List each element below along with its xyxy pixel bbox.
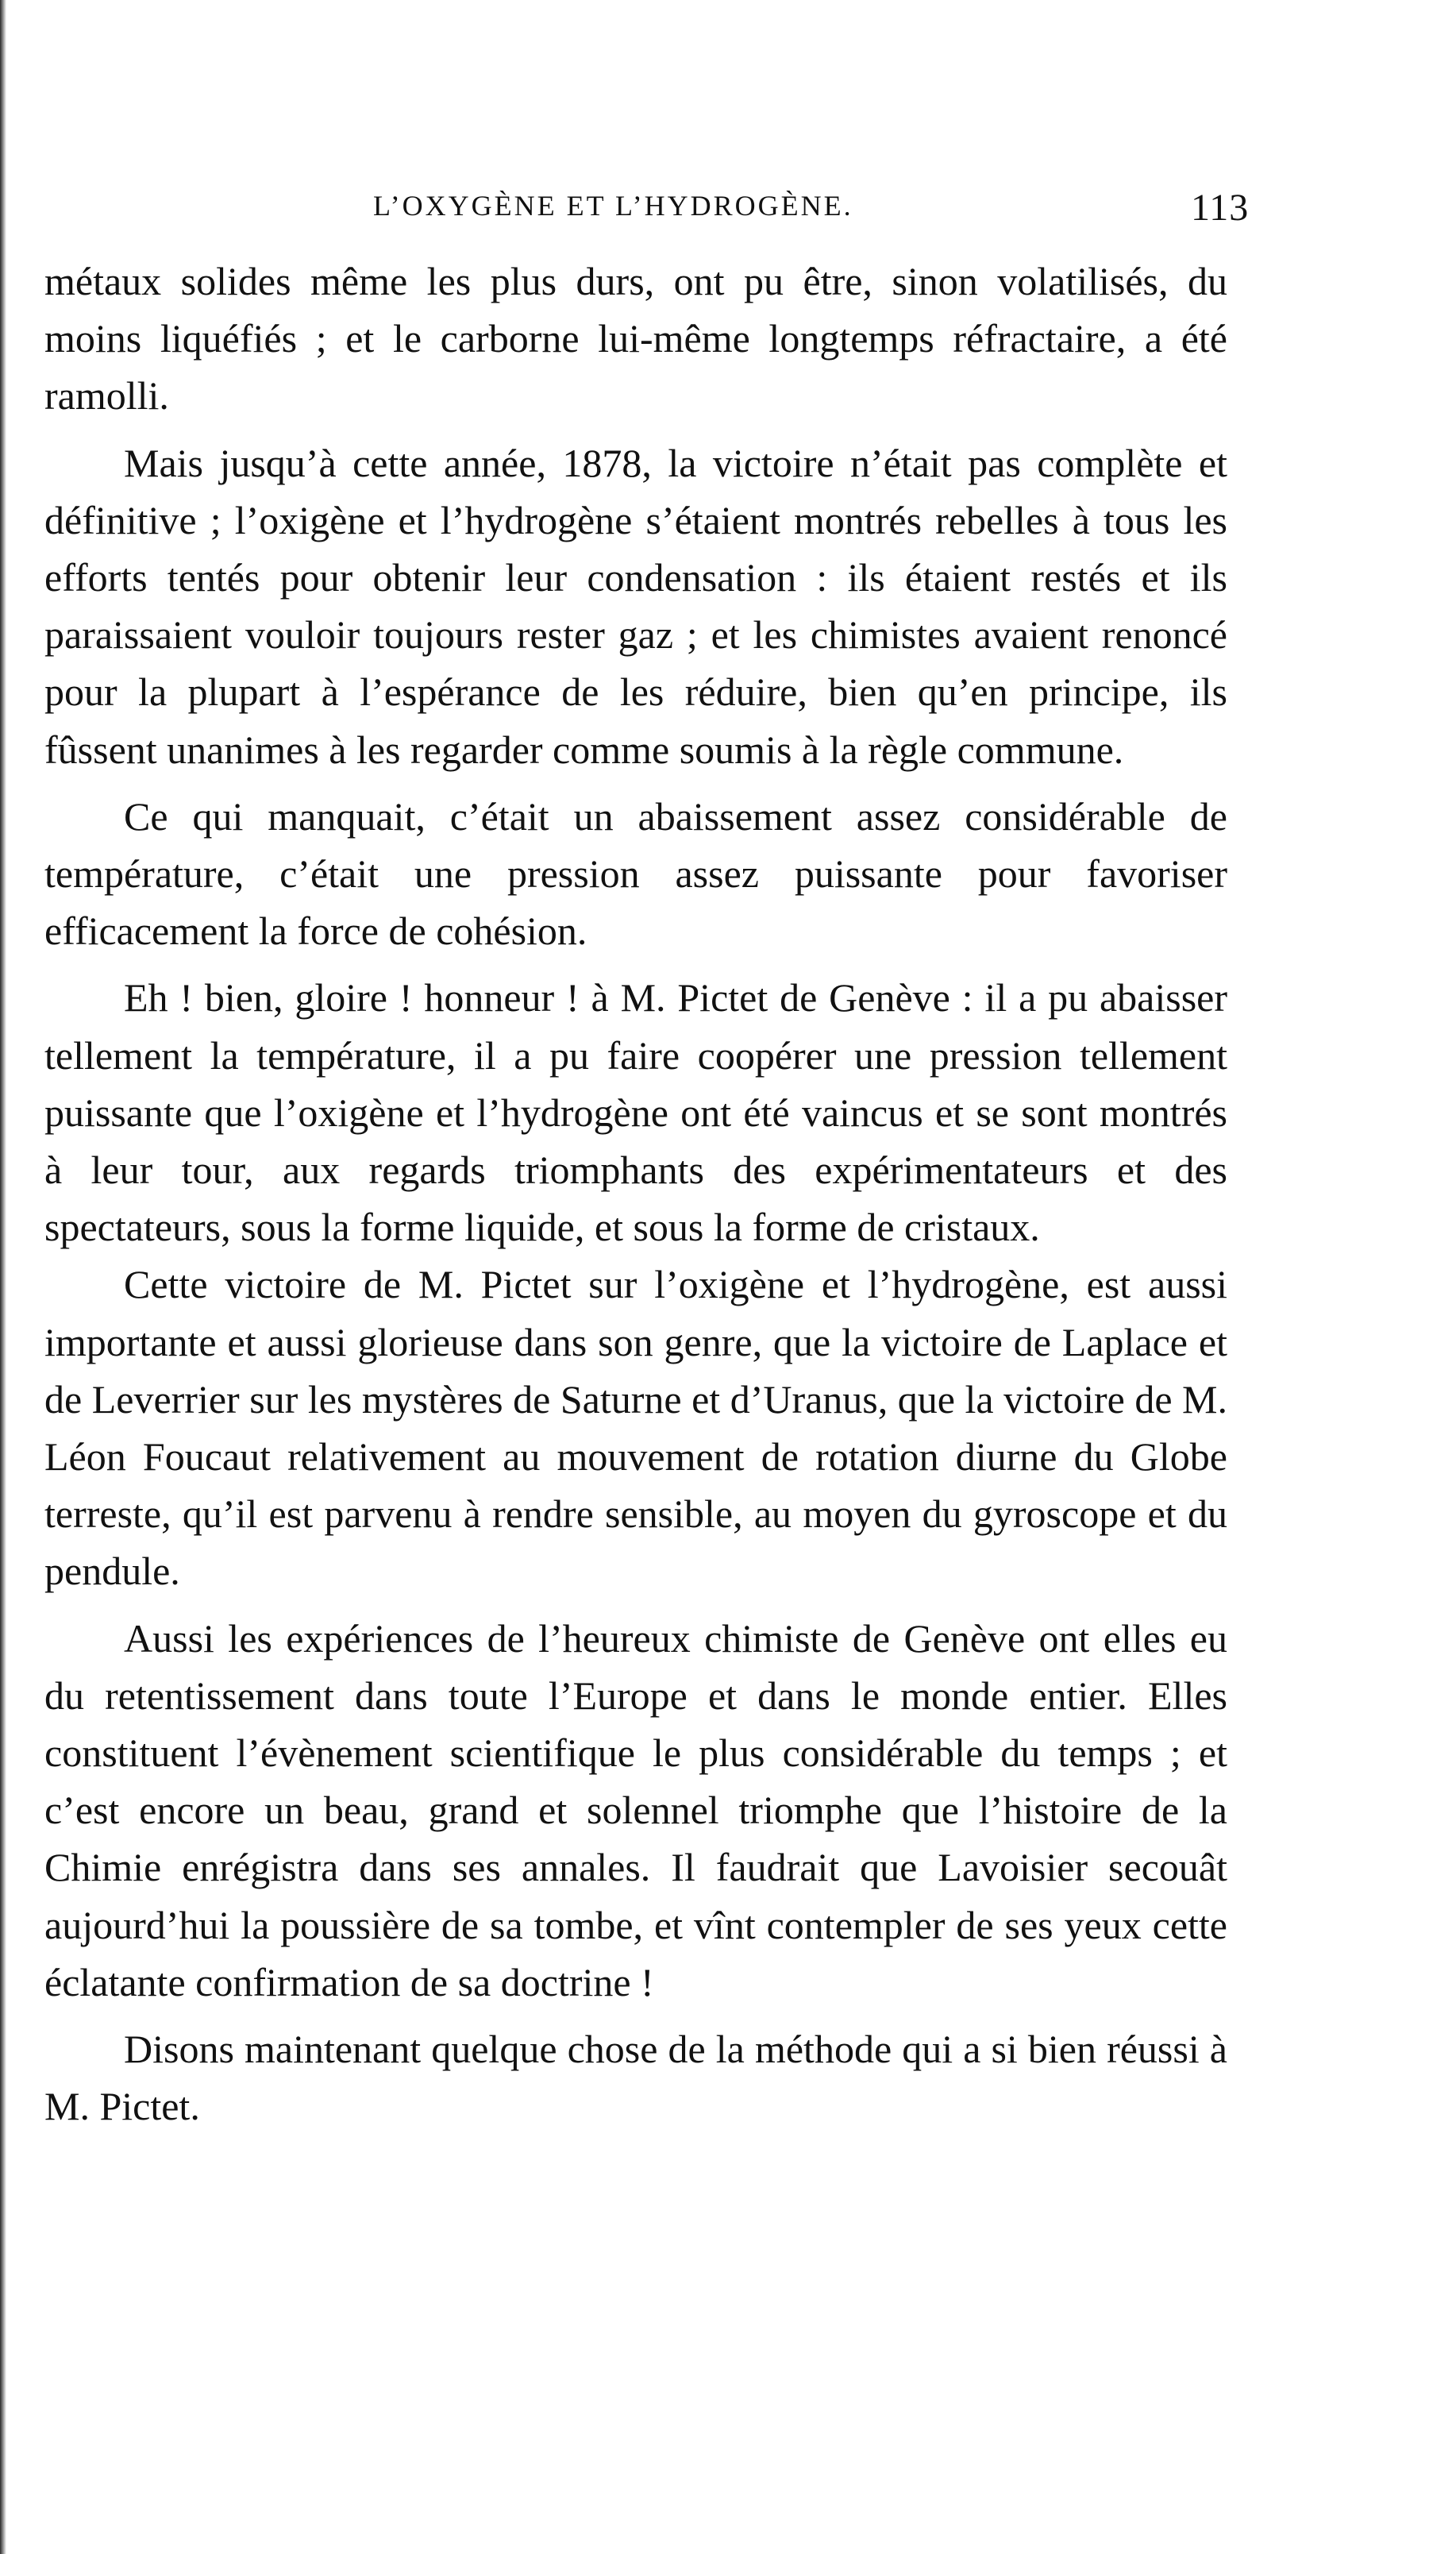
paragraph-2: Mais jusqu’à cette année, 1878, la victoire n’était pas complète et définitive ; l’oxigène et l’hydrogène s’étaient montrés rebelles à tous les efforts tentés pour obtenir leur condensation : ils étaient restés et ils paraissaient vouloir toujours rester gaz ; et les chimistes avaient renoncé pour la plupart à l’espérance de les réduire, bien qu’en principe, ils fûssent unanimes à les regarder comme soumis à la règle commune.: [44, 440, 1227, 772]
paragraph-4: Eh ! bien, gloire ! honneur ! à M. Pictet de Genève : il a pu abaisser tellement la température, il a pu faire coopérer une pression tellement puissante que l’oxigène et l’hydrogène ont été vaincus et se sont montrés à leur tour, aux regards triomphants des expérimentateurs et des spectateurs, sous la forme liquide, et sous la forme de cristaux.: [44, 975, 1227, 1250]
running-title: L’OXYGÈNE ET L’HYDROGÈNE.: [373, 190, 853, 222]
body-text: [44, 253, 1227, 2135]
paragraph-7: Disons maintenant quelque chose de la méthode qui a si bien réussi à M. Pictet.: [44, 2027, 1227, 2129]
paragraph-1: métaux solides même les plus durs, ont pu être, sinon volatilisés, du moins liquéfiés ; et le carborne lui-même longtemps réfractaire, a été ramolli.: [44, 259, 1227, 419]
page-edge-shadow: [0, 0, 6, 2554]
paragraph-6: Aussi les expériences de l’heureux chimiste de Genève ont elles eu du retentissement dans toute l’Europe et dans le monde entier. Elles constituent l’évènement scientifique le plus considérable du temps ; et c’est encore un beau, grand et solennel triomphe que l’histoire de la Chimie enrégistra dans ses annales. Il faudrait que Lavoisier secouât aujourd’hui la poussière de sa tombe, et vînt contempler de ses yeux cette éclatante confirmation de sa doctrine !: [44, 1615, 1227, 2004]
page-number: 113: [1191, 187, 1250, 229]
paragraph-3: Ce qui manquait, c’était un abaissement assez considérable de température, c’était une pression assez puissante pour favoriser efficacement la force de cohésion.: [44, 793, 1227, 954]
paragraph-5: Cette victoire de M. Pictet sur l’oxigène et l’hydrogène, est aussi importante et aussi glorieuse dans son genre, que la victoire de Laplace et de Leverrier sur les mystères de Saturne et d’Uranus, que la victoire de M. Léon Foucaut relativement au mouvement de rotation diurne du Globe terreste, qu’il est parvenu à rendre sensible, au moyen du gyroscope et du pendule.: [44, 1262, 1227, 1594]
